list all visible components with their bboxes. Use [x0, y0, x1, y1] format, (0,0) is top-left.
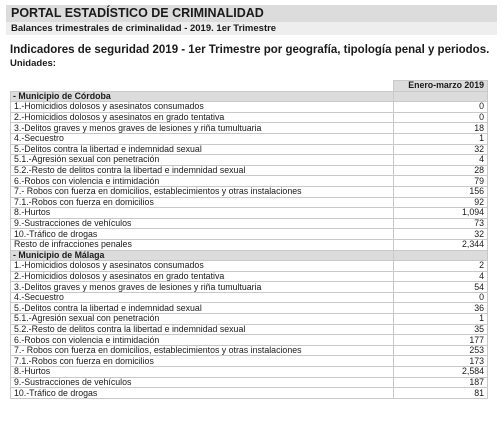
indicator-value: 54: [394, 282, 488, 293]
portal-title: PORTAL ESTADÍSTICO DE CRIMINALIDAD: [6, 5, 497, 22]
table-row: [11, 218, 488, 229]
indicator-value: 173: [394, 356, 488, 367]
table-row: [11, 208, 488, 219]
indicator-label: 7.1.-Robos con fuerza en domicilios: [11, 197, 394, 208]
table-row: [11, 335, 488, 346]
indicator-value: 73: [394, 218, 488, 229]
indicator-value: 18: [394, 123, 488, 134]
indicator-value: 35: [394, 324, 488, 335]
municipality-row[interactable]: [11, 91, 488, 102]
indicators-table: [10, 80, 488, 399]
indicator-label: 4.-Secuestro: [11, 292, 394, 303]
indicator-label: 1.-Homicidios dolosos y asesinatos consumados: [11, 261, 394, 272]
municipality-value-cell: [394, 250, 488, 261]
table-row: [11, 271, 488, 282]
indicator-value: 1: [394, 314, 488, 325]
table-row: [11, 388, 488, 399]
municipality-name[interactable]: - Municipio de Málaga: [11, 250, 394, 261]
indicator-label: 5.2.-Resto de delitos contra la libertad e indemnidad sexual: [11, 165, 394, 176]
indicator-label: 5.-Delitos contra la libertad e indemnidad sexual: [11, 144, 394, 155]
indicator-label: 10.-Tráfico de drogas: [11, 388, 394, 399]
indicator-value: 32: [394, 144, 488, 155]
header-empty-cell: [11, 81, 394, 92]
municipality-name[interactable]: - Municipio de Córdoba: [11, 91, 394, 102]
indicator-value: 81: [394, 388, 488, 399]
table-body: [11, 91, 488, 398]
table-row: [11, 324, 488, 335]
indicator-value: 177: [394, 335, 488, 346]
indicator-value: 28: [394, 165, 488, 176]
table-row: [11, 155, 488, 166]
table-row: [11, 282, 488, 293]
municipality-row[interactable]: [11, 250, 488, 261]
indicator-label: 5.-Delitos contra la libertad e indemnidad sexual: [11, 303, 394, 314]
indicator-value: 1: [394, 133, 488, 144]
indicator-value: 92: [394, 197, 488, 208]
table-row: [11, 102, 488, 113]
indicator-label: 7.- Robos con fuerza en domicilios, establecimientos y otras instalaciones: [11, 186, 394, 197]
municipality-value-cell: [394, 91, 488, 102]
indicator-value: 4: [394, 271, 488, 282]
indicator-label: 8.-Hurtos: [11, 367, 394, 378]
indicator-label: 9.-Sustracciones de vehículos: [11, 218, 394, 229]
indicator-label: 3.-Delitos graves y menos graves de lesiones y riña tumultuaria: [11, 123, 394, 134]
column-header-period: Enero-marzo 2019: [394, 81, 488, 92]
indicator-label: 3.-Delitos graves y menos graves de lesiones y riña tumultuaria: [11, 282, 394, 293]
table-row: [11, 314, 488, 325]
indicator-label: 2.-Homicidios dolosos y asesinatos en grado tentativa: [11, 271, 394, 282]
indicator-label: 7.- Robos con fuerza en domicilios, establecimientos y otras instalaciones: [11, 345, 394, 356]
indicator-value: 0: [394, 112, 488, 123]
indicator-value: 1,094: [394, 208, 488, 219]
indicator-value: 156: [394, 186, 488, 197]
indicator-value: 253: [394, 345, 488, 356]
table-header-row: [11, 81, 488, 92]
indicator-value: 4: [394, 155, 488, 166]
table-row: [11, 186, 488, 197]
indicator-label: 6.-Robos con violencia e intimidación: [11, 335, 394, 346]
report-subtitle: Balances trimestrales de criminalidad - 2019. 1er Trimestre: [6, 22, 497, 35]
indicator-label: 1.-Homicidios dolosos y asesinatos consumados: [11, 102, 394, 113]
indicator-value: 2: [394, 261, 488, 272]
table-row: [11, 261, 488, 272]
table-row: [11, 345, 488, 356]
indicator-value: 79: [394, 176, 488, 187]
table-row: [11, 303, 488, 314]
units-label: Unidades:: [10, 58, 56, 69]
indicator-label: 5.1.-Agresión sexual con penetración: [11, 314, 394, 325]
indicator-label: 8.-Hurtos: [11, 208, 394, 219]
report-title: Indicadores de seguridad 2019 - 1er Trimestre por geografía, tipología penal y periodos.: [10, 44, 490, 56]
table-row: [11, 197, 488, 208]
indicator-label: 9.-Sustracciones de vehículos: [11, 377, 394, 388]
table-row: [11, 356, 488, 367]
indicator-label: 2.-Homicidios dolosos y asesinatos en grado tentativa: [11, 112, 394, 123]
table-row: [11, 144, 488, 155]
indicator-label: 10.-Tráfico de drogas: [11, 229, 394, 240]
table-row: [11, 292, 488, 303]
indicator-label: 5.2.-Resto de delitos contra la libertad e indemnidad sexual: [11, 324, 394, 335]
indicator-value: 2,344: [394, 239, 488, 250]
table-row: [11, 377, 488, 388]
indicator-value: 36: [394, 303, 488, 314]
table-row: [11, 133, 488, 144]
indicator-label: 5.1.-Agresión sexual con penetración: [11, 155, 394, 166]
table-row: [11, 112, 488, 123]
table-row: [11, 239, 488, 250]
table-row: [11, 176, 488, 187]
table-row: [11, 123, 488, 134]
indicator-value: 187: [394, 377, 488, 388]
table-row: [11, 165, 488, 176]
indicator-label: 7.1.-Robos con fuerza en domicilios: [11, 356, 394, 367]
table-row: [11, 367, 488, 378]
indicator-value: 0: [394, 102, 488, 113]
indicator-label: Resto de infracciones penales: [11, 239, 394, 250]
indicator-label: 4.-Secuestro: [11, 133, 394, 144]
indicator-value: 0: [394, 292, 488, 303]
indicator-value: 2,584: [394, 367, 488, 378]
indicator-label: 6.-Robos con violencia e intimidación: [11, 176, 394, 187]
indicator-value: 32: [394, 229, 488, 240]
table-row: [11, 229, 488, 240]
